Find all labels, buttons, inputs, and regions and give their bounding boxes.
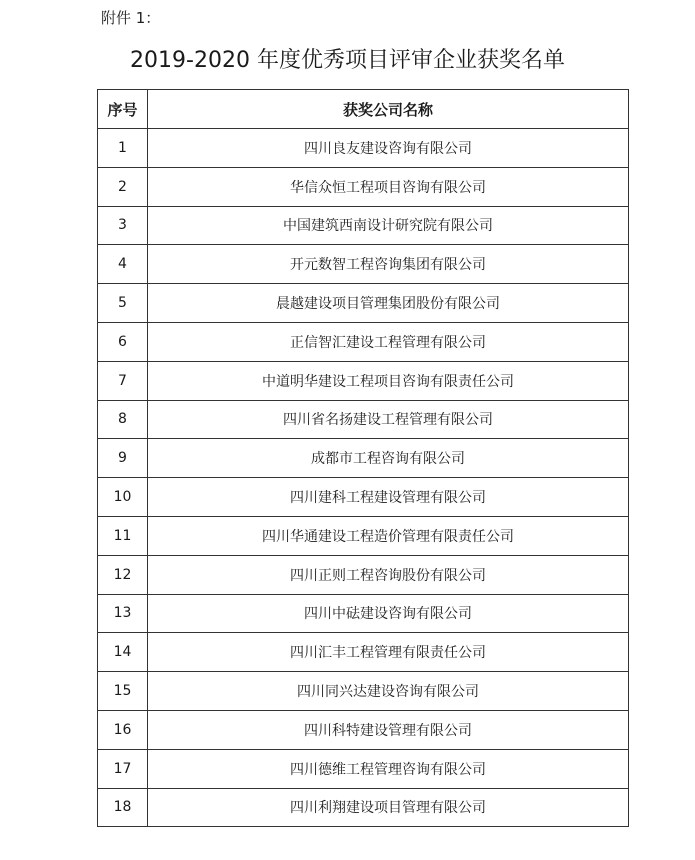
cell-serial-number: 13 [98, 594, 148, 633]
table-row [98, 710, 629, 749]
header-company-name: 获奖公司名称 [148, 90, 629, 129]
cell-serial-number: 8 [98, 400, 148, 439]
cell-serial-number: 16 [98, 710, 148, 749]
cell-company-name: 晨越建设项目管理集团股份有限公司 [148, 284, 629, 323]
cell-company-name: 开元数智工程咨询集团有限公司 [148, 245, 629, 284]
table-row [98, 672, 629, 711]
cell-serial-number: 1 [98, 129, 148, 168]
table-row [98, 594, 629, 633]
cell-serial-number: 6 [98, 322, 148, 361]
cell-serial-number: 5 [98, 284, 148, 323]
table-row [98, 749, 629, 788]
cell-serial-number: 10 [98, 478, 148, 517]
cell-company-name: 四川利翔建设项目管理有限公司 [148, 788, 629, 827]
table-row [98, 555, 629, 594]
cell-company-name: 四川同兴达建设咨询有限公司 [148, 672, 629, 711]
table-row [98, 400, 629, 439]
cell-serial-number: 15 [98, 672, 148, 711]
cell-serial-number: 3 [98, 206, 148, 245]
cell-company-name: 四川科特建设管理有限公司 [148, 710, 629, 749]
cell-company-name: 华信众恒工程项目咨询有限公司 [148, 167, 629, 206]
cell-company-name: 成都市工程咨询有限公司 [148, 439, 629, 478]
table-row [98, 439, 629, 478]
table-row [98, 361, 629, 400]
cell-company-name: 正信智汇建设工程管理有限公司 [148, 322, 629, 361]
cell-company-name: 四川德维工程管理咨询有限公司 [148, 749, 629, 788]
attachment-label: 附件 1： [101, 9, 161, 27]
cell-company-name: 四川正则工程咨询股份有限公司 [148, 555, 629, 594]
table-row [98, 788, 629, 827]
cell-serial-number: 9 [98, 439, 148, 478]
cell-serial-number: 12 [98, 555, 148, 594]
cell-serial-number: 18 [98, 788, 148, 827]
table-header-row [98, 90, 629, 129]
table-row [98, 206, 629, 245]
award-table [97, 89, 629, 827]
cell-serial-number: 2 [98, 167, 148, 206]
document-title: 2019-2020 年度优秀项目评审企业获奖名单 [130, 48, 565, 73]
header-serial-number: 序号 [98, 90, 148, 129]
table-row [98, 516, 629, 555]
cell-company-name: 中道明华建设工程项目咨询有限责任公司 [148, 361, 629, 400]
table-row [98, 322, 629, 361]
table-row [98, 284, 629, 323]
cell-serial-number: 11 [98, 516, 148, 555]
cell-company-name: 四川建科工程建设管理有限公司 [148, 478, 629, 517]
table-row [98, 129, 629, 168]
table-row [98, 245, 629, 284]
cell-serial-number: 4 [98, 245, 148, 284]
cell-serial-number: 14 [98, 633, 148, 672]
cell-company-name: 四川汇丰工程管理有限责任公司 [148, 633, 629, 672]
cell-company-name: 四川华通建设工程造价管理有限责任公司 [148, 516, 629, 555]
cell-company-name: 四川省名扬建设工程管理有限公司 [148, 400, 629, 439]
cell-serial-number: 17 [98, 749, 148, 788]
table-row [98, 478, 629, 517]
cell-serial-number: 7 [98, 361, 148, 400]
cell-company-name: 四川中砝建设咨询有限公司 [148, 594, 629, 633]
table-row [98, 167, 629, 206]
table-row [98, 633, 629, 672]
cell-company-name: 四川良友建设咨询有限公司 [148, 129, 629, 168]
cell-company-name: 中国建筑西南设计研究院有限公司 [148, 206, 629, 245]
